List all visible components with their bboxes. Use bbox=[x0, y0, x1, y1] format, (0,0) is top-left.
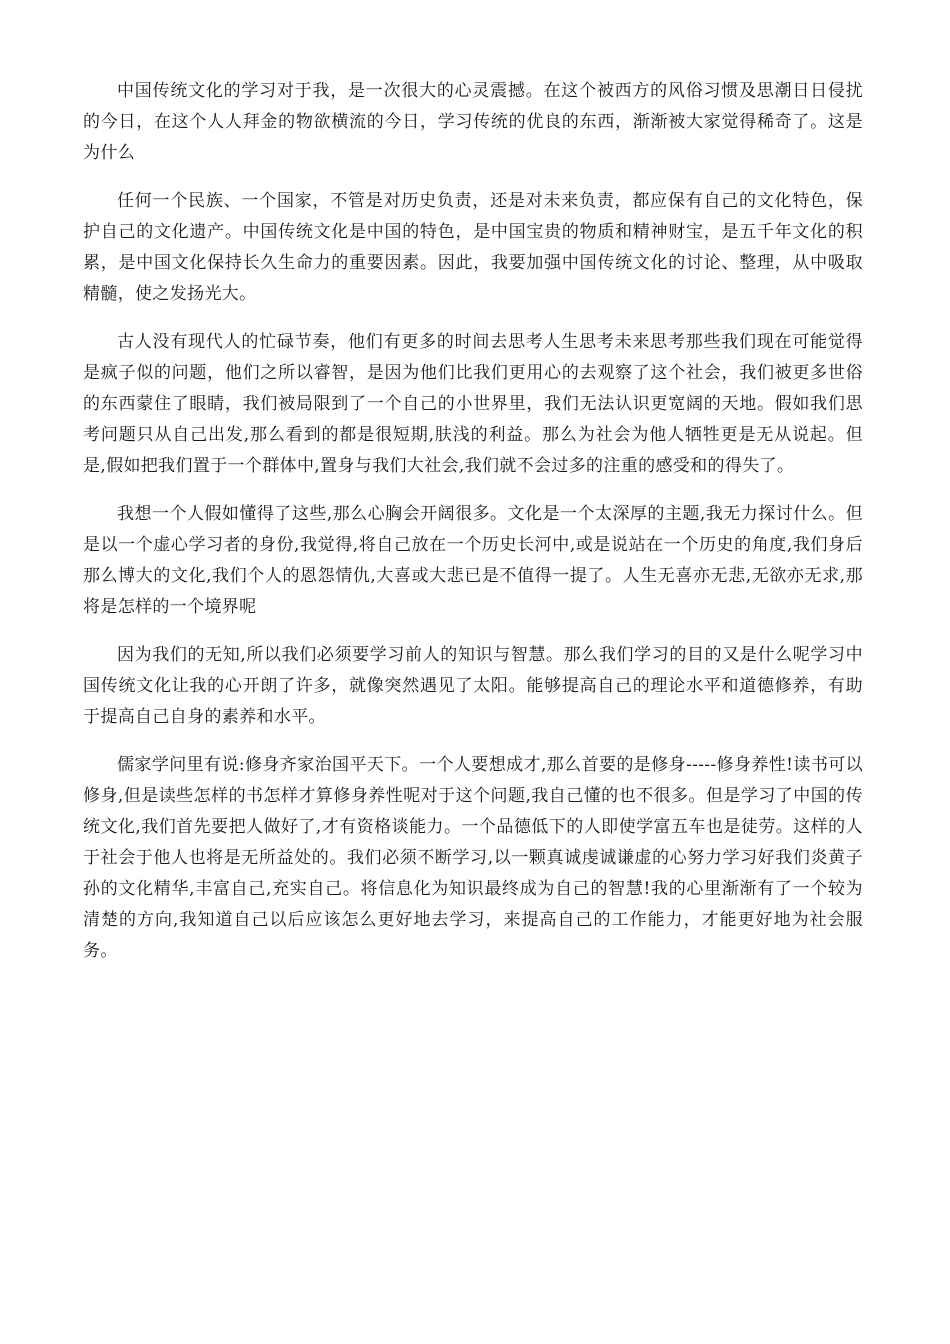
paragraph-5: 因为我们的无知,所以我们必须要学习前人的知识与智慧。那么我们学习的目的又是什么呢学习中国传统文化让我的心开朗了许多，就像突然遇见了太阳。能够提高自己的理论水平和道德修养，有助于提高自己自身的素养和水平。 bbox=[83, 645, 863, 727]
paragraph-1: 中国传统文化的学习对于我，是一次很大的心灵震撼。在这个被西方的风俗习惯及思潮日日侵扰的今日，在这个人人拜金的物欲横流的今日，学习传统的优良的东西，渐渐被大家觉得稀奇了。这是为什么 bbox=[83, 81, 863, 163]
paragraph-3: 古人没有现代人的忙碌节奏，他们有更多的时间去思考人生思考未来思考那些我们现在可能觉得是疯子似的问题，他们之所以睿智，是因为他们比我们更用心的去观察了这个社会，我们被更多世俗的东西蒙住了眼睛，我们被局限到了一个自己的小世界里，我们无法认识更宽阔的天地。假如我们思考问题只从自己出发,那么看到的都是很短期,肤浅的利益。那么为社会为他人牺牲更是无从说起。但是,假如把我们置于一个群体中,置身与我们大社会,我们就不会过多的注重的感受和的得失了。 bbox=[83, 332, 863, 476]
paragraph-2: 任何一个民族、一个国家，不管是对历史负责，还是对未来负责，都应保有自己的文化特色，保护自己的文化遗产。中国传统文化是中国的特色，是中国宝贵的物质和精神财宝，是五千年文化的积累，是中国文化保持长久生命力的重要因素。因此，我要加强中国传统文化的讨论、整理，从中吸取精髓，使之发扬光大。 bbox=[83, 191, 863, 304]
paragraph-4: 我想一个人假如懂得了这些,那么心胸会开阔很多。文化是一个太深厚的主题,我无力探讨什么。但是以一个虚心学习者的身份,我觉得,将自己放在一个历史长河中,或是说站在一个历史的角度,我们身后那么博大的文化,我们个人的恩怨情仇,大喜或大悲已是不值得一提了。人生无喜亦无悲,无欲亦无求,那将是怎样的一个境界呢 bbox=[83, 504, 863, 617]
paragraph-6: 儒家学问里有说:修身齐家治国平天下。一个人要想成才,那么首要的是修身-----修身养性!读书可以修身,但是读些怎样的书怎样才算修身养性呢对于这个问题,我自己懂的也不很多。但是学习了中国的传统文化,我们首先要把人做好了,才有资格谈能力。一个品德低下的人即使学富五车也是徒劳。这样的人于社会于他人也将是无所益处的。我们必须不断学习,以一颗真诚虔诚谦虚的心努力学习好我们炎黄子孙的文化精华,丰富自己,充实自己。将信息化为知识最终成为自己的智慧!我的心里渐渐有了一个较为清楚的方向,我知道自己以后应该怎么更好地去学习，来提高自己的工作能力，才能更好地为社会服务。 bbox=[83, 755, 863, 961]
document-page bbox=[83, 76, 863, 984]
